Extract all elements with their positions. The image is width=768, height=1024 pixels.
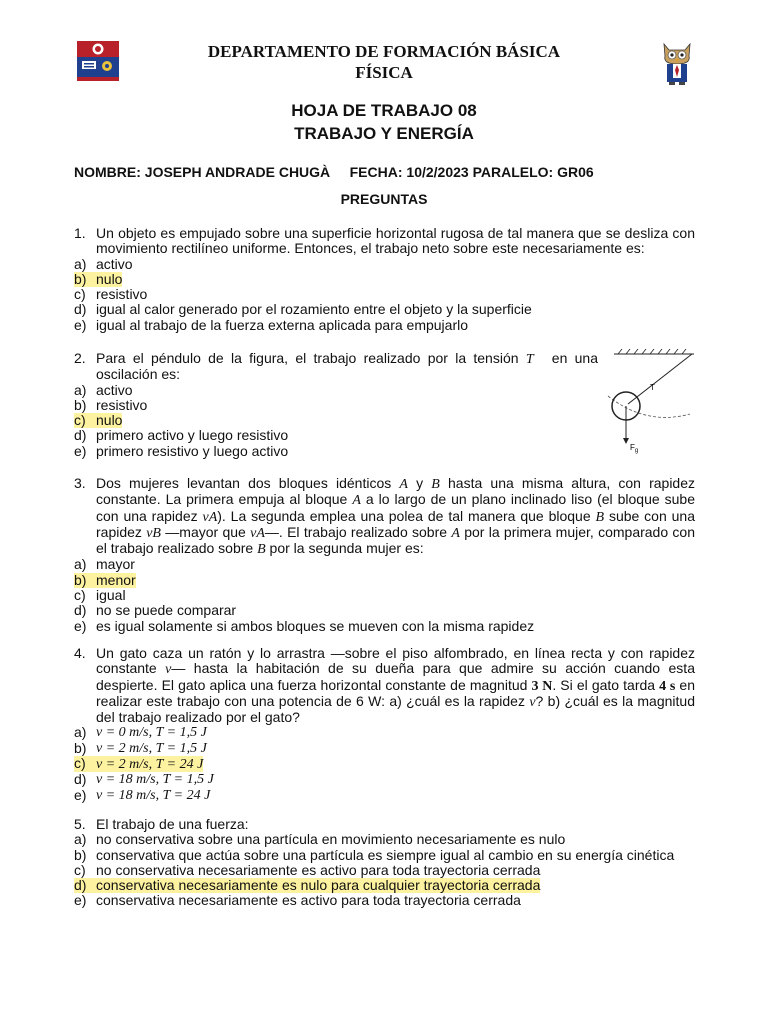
student-name: JOSEPH ANDRADE CHUGÀ bbox=[144, 164, 331, 180]
option-3b: b) menor bbox=[74, 571, 136, 588]
option-5e: e) conservativa necesariamente es activo para toda trayectoria cerrada bbox=[74, 892, 521, 909]
student-info: NOMBRE: JOSEPH ANDRADE CHUGÀ FECHA: 10/2/2023 PARALELO: GR06 bbox=[74, 164, 594, 180]
topic-title: TRABAJO Y ENERGÍA bbox=[294, 124, 474, 143]
option-3c: c) igual bbox=[74, 587, 126, 604]
option-4c: c) v = 2 m/s, T = 24 J bbox=[74, 755, 204, 773]
option-4b: b) v = 2 m/s, T = 1,5 J bbox=[74, 739, 207, 756]
option-2a: a) activo bbox=[74, 381, 133, 398]
subject-title: FÍSICA bbox=[355, 63, 413, 82]
option-2e: e) primero resistivo y luego activo bbox=[74, 442, 289, 459]
option-2c: c) nulo bbox=[74, 412, 123, 429]
question-1: 1. Un objeto es empujado sobre una superficie horizontal rugosa de tal manera que se desliza con movimiento rectilíneo uniforme. Entonces, el trabajo neto sobre este necesariamente es: a) activo b) nulo c) resistivo d) igual al calor generado por el rozamiento entre el objeto y la superficie e) igual al trabajo de la fuerza externa aplicada para empujarlo bbox=[74, 225, 695, 333]
question-3: 3. Dos mujeres levantan dos bloques idénticos A y B hasta una misma altura, con rapidez constante. La primera empuja al bloque A a lo largo de un plano inclinado liso (el bloque sube con una rapidez vA). La segunda emplea una polea de tal manera que bloque B sube con una rapidez vB —mayor que vA—. El trabajo realizado sobre A por la primera mujer, comparado con el trabajo realizado sobre B por la segunda mujer es: a) mayor b) menor c) igual d) no se puede comparar e) es igual solamente si ambos bloques se mueven con la misma rapidez bbox=[74, 475, 696, 634]
option-3e: e) es igual solamente si ambos bloques se mueven con la misma rapidez bbox=[74, 617, 535, 634]
option-3a: a) mayor bbox=[74, 556, 135, 573]
option-4a: a) v = 0 m/s, T = 1,5 J bbox=[74, 724, 207, 741]
option-5c: c) no conservativa necesariamente es activo para toda trayectoria cerrada bbox=[74, 861, 541, 878]
option-1d: d) igual al calor generado por el rozamiento entre el objeto y la superficie bbox=[74, 301, 532, 318]
tension-label: T bbox=[650, 383, 655, 392]
question-5: 5. El trabajo de una fuerza: a) no conservativa sobre una partícula en movimiento necesariamente es nulo b) conservativa que actúa sobre una partícula es siempre igual al cambio en su energía cinética c) no conservativa necesariamente es activo para toda trayectoria cerrada d) conservativa necesariamente es nulo para cualquier trayectoria cerrada e) conservativa necesariamente es activo para toda trayectoria cerrada bbox=[74, 817, 695, 909]
option-5d: d) conservativa necesariamente es nulo para cualquier trayectoria cerrada bbox=[74, 877, 541, 894]
option-1c: c) resistivo bbox=[74, 286, 148, 303]
option-1e: e) igual al trabajo de la fuerza externa aplicada para empujarlo bbox=[74, 316, 469, 333]
weight-label: $F_g$ bbox=[630, 443, 639, 454]
option-4e: e) v = 18 m/s, T = 24 J bbox=[74, 786, 211, 803]
section-title: PREGUNTAS bbox=[340, 191, 428, 207]
option-5a: a) no conservativa sobre una partícula en movimiento necesariamente es nulo bbox=[74, 831, 566, 848]
option-1a: a) activo bbox=[74, 255, 133, 272]
worksheet-title: HOJA DE TRABAJO 08 bbox=[291, 101, 477, 120]
option-2d: d) primero activo y luego resistivo bbox=[74, 427, 289, 444]
date: 10/2/2023 bbox=[406, 164, 469, 180]
option-5b: b) conservativa que actúa sobre una partícula es siempre igual al cambio en su energía cinética bbox=[74, 846, 675, 863]
option-1b: b) nulo bbox=[74, 270, 123, 287]
pendulum-figure bbox=[606, 346, 696, 463]
option-3d: d) no se puede comparar bbox=[74, 602, 237, 619]
group: GR06 bbox=[557, 164, 594, 180]
option-2b: b) resistivo bbox=[74, 396, 148, 413]
question-2: 2. Para el péndulo de la figura, el trabajo realizado por la tensión T⃗ en una oscilación es: a) activo b) resistivo c) nulo d) primero activo y luego resistivo e) primero resistivo y luego activo bbox=[74, 350, 598, 459]
department-title: DEPARTAMENTO DE FORMACIÓN BÁSICA bbox=[207, 42, 561, 61]
question-4: 4. Un gato caza un ratón y lo arrastra —sobre el piso alfombrado, en línea recta y con rapidez constante v— hasta la habitación de su dueña para que admire su acción cuando esta despierte. El gato aplica una fuerza horizontal constante de magnitud 3 N. Si el gato tarda 4 s en realizar este trabajo con una potencia de 6 W: a) ¿cuál es la rapidez v? b) ¿cuál es la magnitud del trabajo realizado por el gato? a) v = 0 m/s, T = 1,5 J b) v = 2 m/s, T = 1,5 J c) v = 2 m/s, T = 24 J d) v = 18 m/s, T = 1,5 J e) v = 18 m/s, T = 24 J bbox=[74, 645, 695, 803]
option-4d: d) v = 18 m/s, T = 1,5 J bbox=[74, 771, 214, 788]
